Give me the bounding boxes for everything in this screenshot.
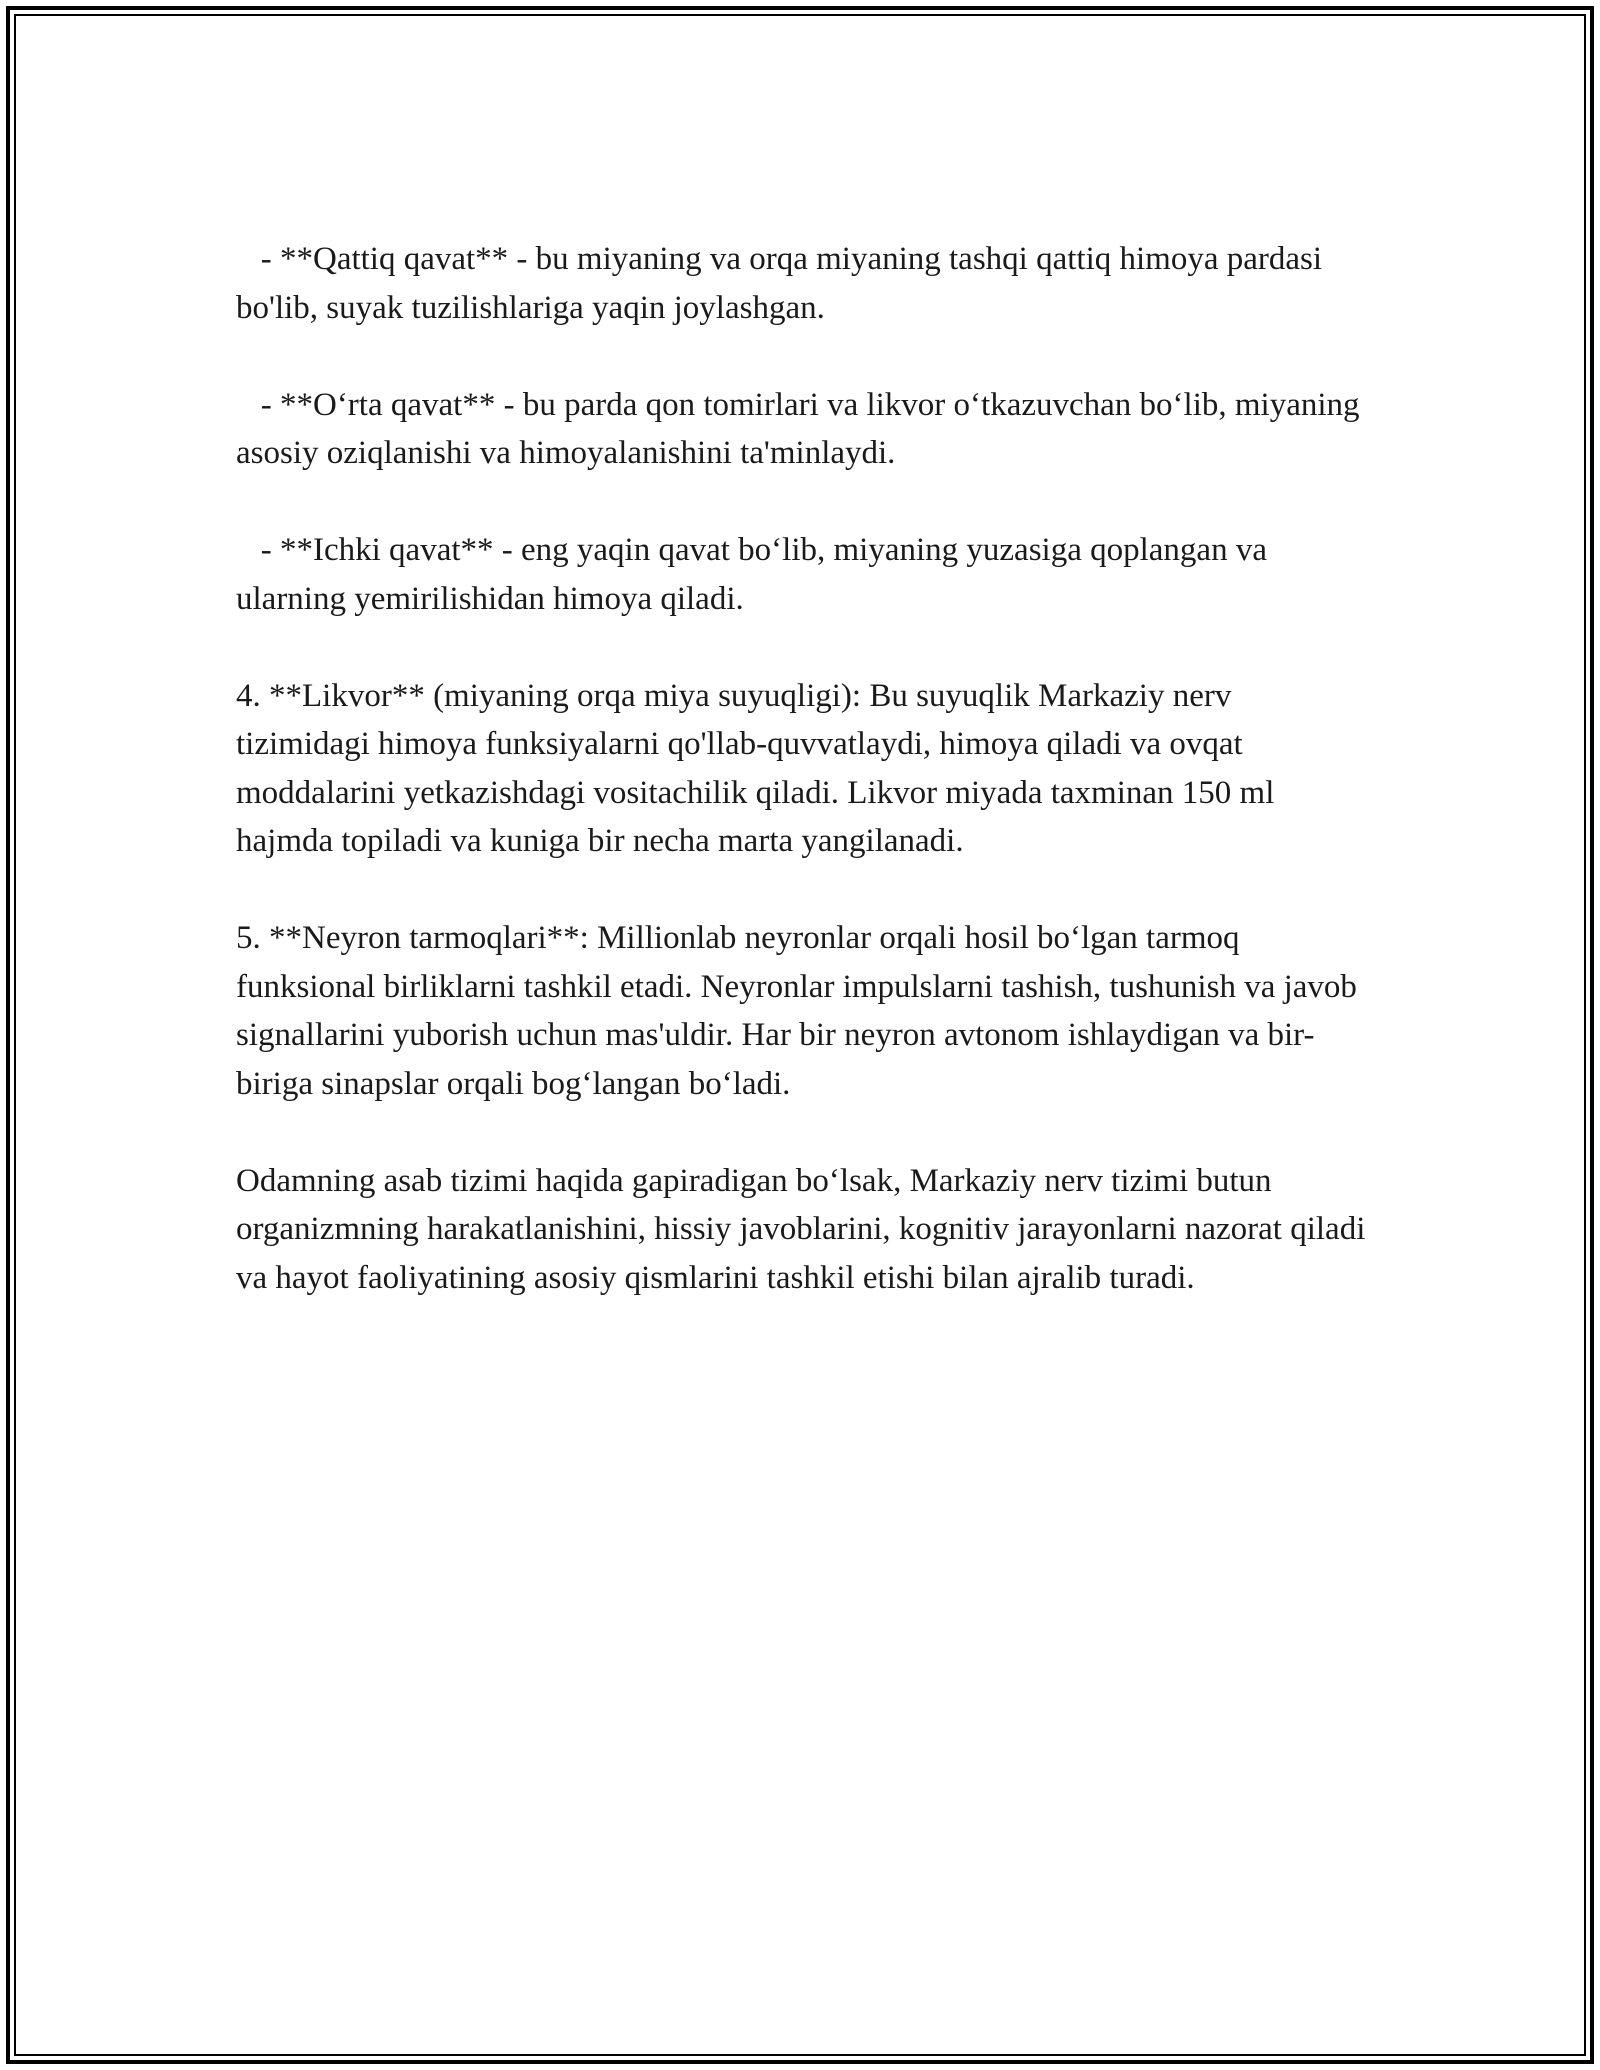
paragraph-ichki-qavat: - **Ichki qavat** - eng yaqin qavat bo‘lib, miyaning yuzasiga qoplangan va ularning yemirilishidan himoya qiladi.: [236, 532, 1276, 617]
document-body: [236, 235, 1374, 1302]
paragraph-qattiq-qavat: - **Qattiq qavat** - bu miyaning va orqa miyaning tashqi qattiq himoya pardasi bo'lib, suyak tuzilishlariga yaqin joylashgan.: [236, 241, 1331, 326]
paragraph-conclusion: Odamning asab tizimi haqida gapiradigan bo‘lsak, Markaziy nerv tizimi butun organizmning harakatlanishini, hissiy javoblarini, kognitiv jarayonlarni nazorat qiladi va hayot faoliyatining asosiy qismlarini tashkil etishi bilan ajralib turadi.: [236, 1162, 1374, 1296]
paragraph-neyron-tarmoqlari: 5. **Neyron tarmoqlari**: Millionlab neyronlar orqali hosil bo‘lgan tarmoq funksional birliklarni tashkil etadi. Neyronlar impulslarni tashish, tushunish va javob signallarini yuborish uchun mas'uldir. Har bir neyron avtonom ishlaydigan va bir-biriga sinapslar orqali bog‘langan bo‘ladi.: [236, 920, 1366, 1102]
paragraph-orta-qavat: - **O‘rta qavat** - bu parda qon tomirlari va likvor o‘tkazuvchan bo‘lib, miyaning asosiy oziqlanishi va himoyalanishini ta'minlaydi.: [236, 386, 1368, 471]
paragraph-likvor: 4. **Likvor** (miyaning orqa miya suyuqligi): Bu suyuqlik Markaziy nerv tizimidagi himoya funksiyalarni qo'llab-quvvatlaydi, himoya qiladi va ovqat moddalarini yetkazishdagi vositachilik qiladi. Likvor miyada taxminan 150 ml hajmda topiladi va kuniga bir necha marta yangilanadi.: [236, 677, 1283, 859]
